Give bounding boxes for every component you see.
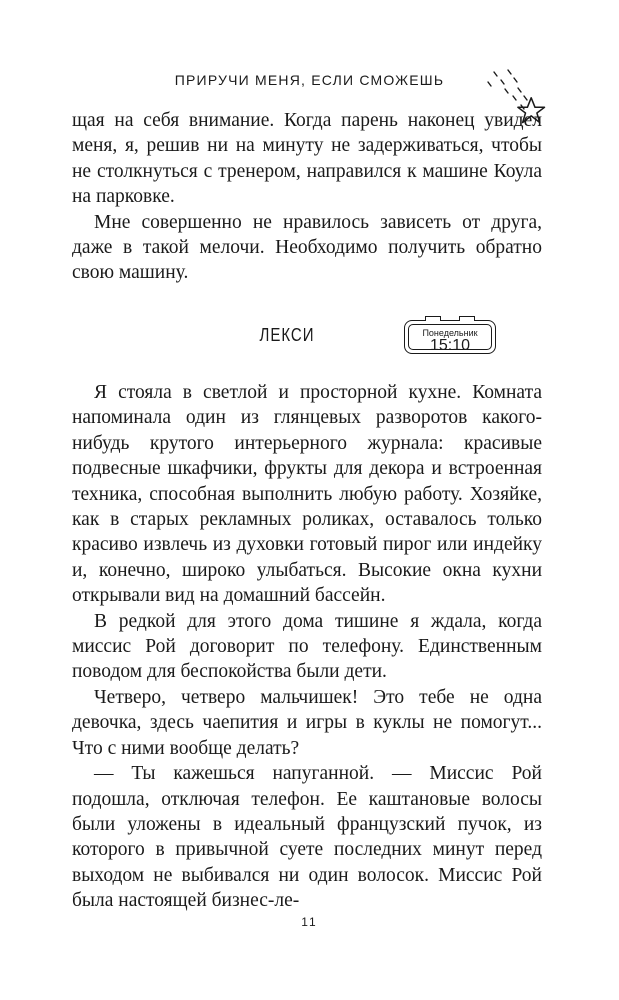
paragraph: Я стояла в светлой и просторной кухне. Комната напоминала один из глянцевых разворотов какого-нибудь крутого интерьерного журнала: красивые подвесные шкафчики, фрукты для декора и встроенная техника, способная выполнить любую работу. Хозяйке, как в старых рекламных роликах, оставалось только красиво извлечь из духовки готовый пирог или индейку и, конечно, широко улыбаться. Высокие окна кухни открывали вид на домашний бассейн.: [72, 382, 542, 607]
paragraph: щая на себя внимание. Когда парень наконец увидел меня, я, решив ни на минуту не задерживаться, чтобы не столкнуться с тренером, направился к машине Коула на парковке.: [72, 110, 542, 208]
text-block-main: [72, 380, 542, 914]
clock-tab: [425, 316, 441, 321]
clock-day: Понедельник: [422, 328, 478, 338]
clock-tab: [459, 316, 475, 321]
clock-face: [408, 324, 492, 354]
paragraph: — Ты кажешься напуганной. — Миссис Рой подошла, отключая телефон. Ее каштановые волосы были уложены в идеальный французский пучок, из которого в привычной суете последних минут перед выходом не выбивался ни один волосок. Миссис Рой была настоящей бизнес-ле-: [72, 763, 542, 912]
clock-badge: [404, 320, 496, 354]
paragraph: В редкой для этого дома тишине я ждала, когда миссис Рой договорит по телефону. Единственным поводом для беспокойства были дети.: [72, 610, 542, 683]
paragraph: Четверо, четверо мальчишек! Это тебе не одна девочка, здесь чаепития и игры в куклы не помогут... Что с ними вообще делать?: [72, 686, 542, 759]
chapter-title: ЛЕКСИ: [259, 324, 315, 347]
page-number: 11: [301, 915, 318, 929]
paragraph: Мне совершенно не нравилось зависеть от друга, даже в такой мелочи. Необходимо получить обратно свою машину.: [72, 211, 542, 284]
text-block-top: [72, 108, 542, 286]
clock-time: 15:10: [429, 337, 471, 354]
running-head: ПРИРУЧИ МЕНЯ, ЕСЛИ СМОЖЕШЬ: [174, 72, 445, 88]
